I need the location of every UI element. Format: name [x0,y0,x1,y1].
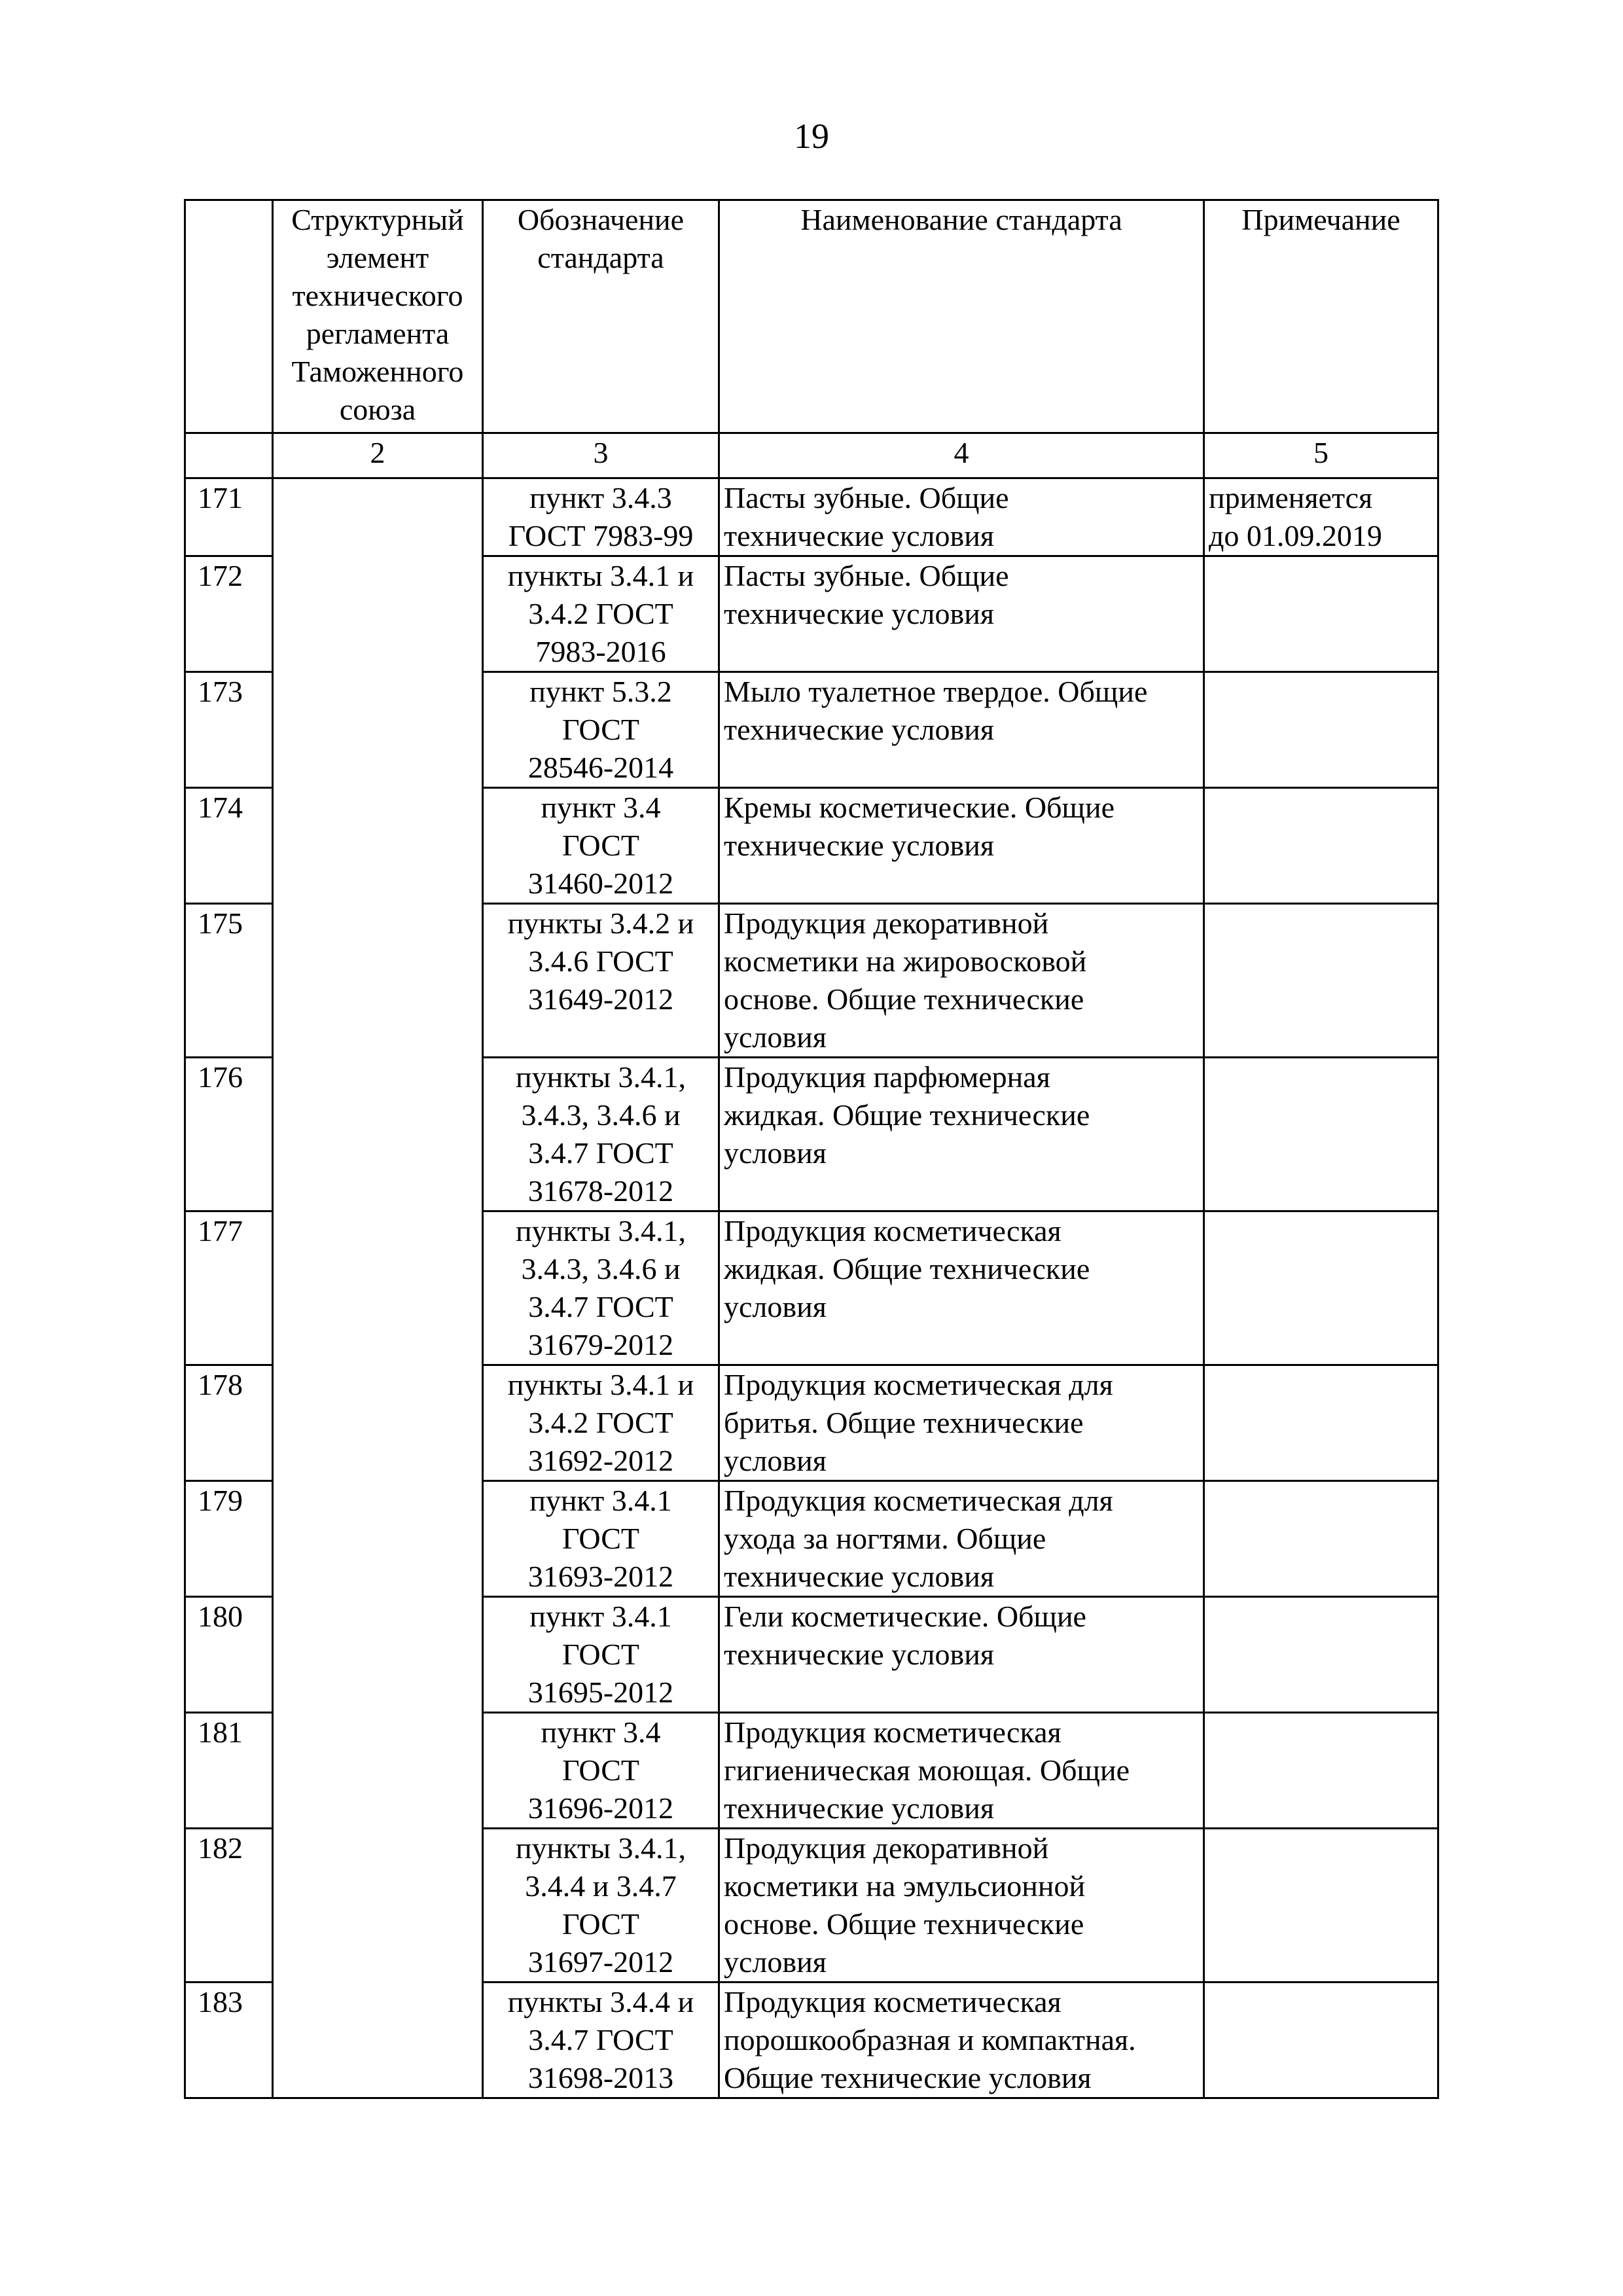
cell-line: технические условия [724,519,995,552]
cell-line: Пасты зубные. Общие [724,559,1009,592]
cell-line: пункты 3.4.2 и [507,906,694,940]
row-number [185,1058,273,1211]
note-cell [1204,1597,1438,1713]
note-cell [1204,1211,1438,1365]
note-cell [1204,1058,1438,1211]
cell-line: 31679-2012 [527,1328,674,1361]
cell-line: основе. Общие технические [724,1907,1084,1941]
header-standard-name: Наименование стандарта [719,200,1204,433]
column-number: 5 [1204,433,1438,478]
standard-designation-cell [483,672,719,788]
standard-designation-cell [483,1481,719,1597]
note-cell [1204,672,1438,788]
header-note: Примечание [1204,200,1438,433]
cell-line: 7983-2016 [535,635,666,668]
standard-name-cell [719,1058,1204,1211]
column-number: 3 [483,433,719,478]
note-cell [1204,788,1438,904]
cell-line: технические условия [724,597,995,630]
cell-line: ГОСТ [562,1638,639,1671]
cell-line: Гели косметические. Общие [724,1600,1086,1633]
note-cell [1204,1365,1438,1481]
column-number [185,433,273,478]
cell-line: Продукция декоративной [724,906,1049,940]
cell-line: условия [724,1945,827,1979]
note-cell [1204,1982,1438,2098]
row-number [185,1481,273,1597]
cell-line: 31678-2012 [527,1174,674,1208]
standard-name-cell [719,904,1204,1058]
row-number-text: 180 [198,1600,243,1633]
cell-line: пункт 3.4.3 [529,481,672,514]
cell-line: 3.4.7 ГОСТ [528,1136,673,1170]
row-number [185,904,273,1058]
cell-line: 3.4.3, 3.4.6 и [521,1098,681,1132]
row-number-text: 182 [198,1831,243,1865]
row-number [185,1829,273,1982]
standard-designation-cell [483,1597,719,1713]
cell-line: косметики на эмульсионной [724,1869,1086,1903]
cell-line: пункт 3.4.1 [529,1484,672,1517]
standard-name-cell [719,1365,1204,1481]
cell-line: Продукция косметическая для [724,1368,1113,1401]
row-number-text: 178 [198,1368,243,1401]
column-number: 2 [273,433,483,478]
column-numbers-row [185,433,1438,478]
cell-line: 3.4.7 ГОСТ [528,2023,673,2056]
row-number [185,1211,273,1365]
cell-line: 31695-2012 [527,1676,674,1709]
header-line: Таможенного [291,355,464,388]
cell-line: Кремы косметические. Общие [724,791,1115,824]
cell-line: Продукция парфюмерная [724,1060,1050,1094]
cell-line: гигиеническая моющая. Общие [724,1753,1130,1787]
row-number [185,1597,273,1713]
table-row [185,478,1438,556]
cell-line: Продукция декоративной [724,1831,1049,1865]
row-number-text: 176 [198,1060,243,1094]
row-number [185,556,273,672]
cell-line: 31696-2012 [527,1791,674,1825]
note-cell [1204,478,1438,556]
row-number-text: 183 [198,1985,243,2018]
cell-line: ухода за ногтями. Общие [724,1522,1046,1555]
cell-line: жидкая. Общие технические [724,1098,1090,1132]
row-number-text: 181 [198,1715,243,1749]
standard-name-cell [719,556,1204,672]
standard-designation-cell [483,788,719,904]
header-line: технического [292,279,463,312]
header-number [185,200,273,433]
column-number: 4 [719,433,1204,478]
standard-name-cell [719,478,1204,556]
standard-designation-cell [483,1211,719,1365]
cell-line: 31649-2012 [527,982,674,1016]
row-number [185,1713,273,1829]
standard-designation-cell [483,478,719,556]
header-line: Структурный [291,203,464,236]
cell-line: 31460-2012 [527,867,674,900]
cell-line: технические условия [724,1638,995,1671]
header-line: элемент [326,241,429,274]
row-number-text: 173 [198,675,243,708]
standard-name-cell [719,1713,1204,1829]
cell-line: применяется [1209,481,1373,514]
cell-line: Продукция косметическая [724,1715,1061,1749]
row-number-text: 175 [198,906,243,940]
cell-line: до 01.09.2019 [1209,519,1382,552]
cell-line: 28546-2014 [527,751,674,784]
header-standard-designation [483,200,719,433]
cell-line: Мыло туалетное твердое. Общие [724,675,1148,708]
standard-designation-cell [483,904,719,1058]
row-number [185,1365,273,1481]
standards-table [184,199,1439,2099]
cell-line: основе. Общие технические [724,982,1084,1016]
cell-line: Пасты зубные. Общие [724,481,1009,514]
table-body [185,478,1438,2098]
cell-line: условия [724,1290,827,1323]
standard-name-cell [719,1829,1204,1982]
cell-line: ГОСТ 7983-99 [508,519,694,552]
cell-line: 31698-2013 [527,2061,674,2094]
cell-line: 31693-2012 [527,1560,674,1593]
cell-line: пункты 3.4.1, [516,1831,686,1865]
cell-line: 31692-2012 [527,1444,674,1477]
row-number [185,478,273,556]
standard-designation-cell [483,1058,719,1211]
cell-line: 3.4.4 и 3.4.7 [525,1869,677,1903]
cell-line: пункт 3.4.1 [529,1600,672,1633]
cell-line: условия [724,1444,827,1477]
cell-line: 3.4.6 ГОСТ [528,944,673,978]
cell-line: технические условия [724,1791,995,1825]
cell-line: ГОСТ [562,1907,639,1941]
note-cell [1204,1481,1438,1597]
header-structural-element [273,200,483,433]
cell-line: Продукция косметическая [724,1985,1061,2018]
row-number-text: 174 [198,791,243,824]
cell-line: бритья. Общие технические [724,1406,1084,1439]
cell-line: технические условия [724,1560,995,1593]
row-number [185,1982,273,2098]
row-number-text: 171 [198,481,243,514]
standard-designation-cell [483,1713,719,1829]
cell-line: жидкая. Общие технические [724,1252,1090,1285]
standard-designation-cell [483,1982,719,2098]
cell-line: условия [724,1136,827,1170]
standard-name-cell [719,1597,1204,1713]
standard-name-cell [719,1481,1204,1597]
standard-name-cell [719,1211,1204,1365]
cell-line: пункт 5.3.2 [529,675,672,708]
cell-line: 3.4.7 ГОСТ [528,1290,673,1323]
cell-line: 3.4.2 ГОСТ [528,597,673,630]
header-line: союза [339,393,416,426]
standard-designation-cell [483,1829,719,1982]
header-line: регламента [306,317,450,350]
cell-line: ГОСТ [562,1753,639,1787]
page-number: 19 [794,117,829,156]
standard-designation-cell [483,1365,719,1481]
row-number-text: 179 [198,1484,243,1517]
cell-line: 3.4.2 ГОСТ [528,1406,673,1439]
cell-line: условия [724,1020,827,1054]
cell-line: пункты 3.4.1, [516,1060,686,1094]
structural-element-cell [273,478,483,2098]
cell-line: косметики на жировосковой [724,944,1087,978]
cell-line: пункт 3.4 [541,791,661,824]
table-header-row [185,200,1438,433]
standard-name-cell [719,672,1204,788]
note-cell [1204,1829,1438,1982]
cell-line: технические условия [724,713,995,746]
cell-line: Продукция косметическая [724,1214,1061,1247]
row-number-text: 177 [198,1214,243,1247]
cell-line: 31697-2012 [527,1945,674,1979]
cell-line: Общие технические условия [724,2061,1092,2094]
row-number [185,788,273,904]
cell-line: ГОСТ [562,1522,639,1555]
note-cell [1204,904,1438,1058]
cell-line: Продукция косметическая для [724,1484,1113,1517]
note-cell [1204,1713,1438,1829]
cell-line: пункты 3.4.1 и [507,559,694,592]
cell-line: технические условия [724,829,995,862]
cell-line: ГОСТ [562,713,639,746]
standard-name-cell [719,1982,1204,2098]
header-line: Обозначение [517,203,685,236]
standard-name-cell [719,788,1204,904]
header-line: стандарта [537,241,664,274]
cell-line: порошкообразная и компактная. [724,2023,1136,2056]
standard-designation-cell [483,556,719,672]
cell-line: пункт 3.4 [541,1715,661,1749]
row-number-text: 172 [198,559,243,592]
cell-line: пункты 3.4.4 и [507,1985,694,2018]
row-number [185,672,273,788]
cell-line: пункты 3.4.1, [516,1214,686,1247]
cell-line: пункты 3.4.1 и [507,1368,694,1401]
cell-line: 3.4.3, 3.4.6 и [521,1252,681,1285]
cell-line: ГОСТ [562,829,639,862]
note-cell [1204,556,1438,672]
